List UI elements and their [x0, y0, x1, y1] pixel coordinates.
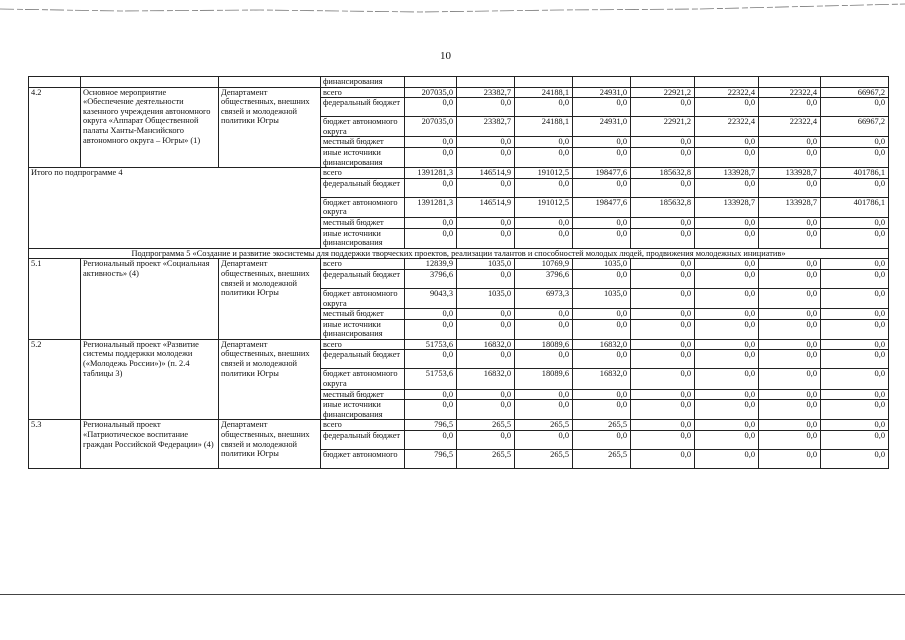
value-cell: 0,0: [515, 228, 573, 248]
value-cell: 0,0: [457, 319, 515, 339]
value-cell: 0,0: [405, 319, 457, 339]
value-cell: 0,0: [405, 309, 457, 320]
value-cell: 0,0: [759, 309, 821, 320]
value-cell: 0,0: [573, 400, 631, 420]
value-cell: [759, 77, 821, 88]
value-cell: 0,0: [759, 369, 821, 389]
source-cell: всего: [321, 259, 405, 270]
table-row: [29, 77, 889, 88]
value-cell: 207035,0: [405, 87, 457, 98]
value-cell: 401786,1: [821, 197, 889, 217]
value-cell: 265,5: [457, 420, 515, 431]
value-cell: 0,0: [515, 147, 573, 167]
source-cell: всего: [321, 87, 405, 98]
value-cell: 0,0: [695, 228, 759, 248]
value-cell: 0,0: [759, 288, 821, 308]
value-cell: 0,0: [573, 269, 631, 288]
value-cell: 0,0: [695, 288, 759, 308]
value-cell: 0,0: [695, 309, 759, 320]
source-cell: бюджет автономного округа: [321, 197, 405, 217]
value-cell: [821, 77, 889, 88]
value-cell: 0,0: [695, 178, 759, 197]
value-cell: 1391281,3: [405, 197, 457, 217]
source-cell: всего: [321, 339, 405, 350]
value-cell: 0,0: [515, 431, 573, 450]
value-cell: 0,0: [759, 431, 821, 450]
value-cell: 24188,1: [515, 117, 573, 137]
value-cell: 0,0: [631, 178, 695, 197]
value-cell: 796,5: [405, 450, 457, 469]
value-cell: 16832,0: [573, 339, 631, 350]
value-cell: 1391281,3: [405, 168, 457, 179]
value-cell: 0,0: [515, 137, 573, 148]
source-cell: бюджет автономного округа: [321, 288, 405, 308]
value-cell: [405, 77, 457, 88]
executor-cell: Департамент общественных, внешних связей и молодежной политики Югры: [219, 87, 321, 168]
value-cell: 16832,0: [457, 339, 515, 350]
value-cell: 0,0: [573, 350, 631, 369]
source-cell: бюджет автономного округа: [321, 117, 405, 137]
value-cell: 22921,2: [631, 117, 695, 137]
value-cell: 16832,0: [457, 369, 515, 389]
value-cell: 22921,2: [631, 87, 695, 98]
source-cell: федеральный бюджет: [321, 178, 405, 197]
value-cell: 0,0: [821, 420, 889, 431]
value-cell: [573, 77, 631, 88]
value-cell: 0,0: [457, 269, 515, 288]
value-cell: 0,0: [695, 350, 759, 369]
code-cell: 5.2: [29, 339, 81, 420]
value-cell: 191012,5: [515, 168, 573, 179]
value-cell: 23382,7: [457, 117, 515, 137]
value-cell: 0,0: [631, 259, 695, 270]
value-cell: 0,0: [405, 228, 457, 248]
value-cell: 0,0: [631, 217, 695, 228]
value-cell: 0,0: [457, 178, 515, 197]
source-cell: федеральный бюджет: [321, 350, 405, 369]
value-cell: 0,0: [695, 269, 759, 288]
value-cell: 0,0: [631, 269, 695, 288]
value-cell: 12839,9: [405, 259, 457, 270]
table-row: [29, 339, 889, 350]
value-cell: [515, 77, 573, 88]
scan-artifact-line: [0, 0, 905, 14]
value-cell: 9043,3: [405, 288, 457, 308]
value-cell: 0,0: [631, 431, 695, 450]
value-cell: 0,0: [405, 147, 457, 167]
value-cell: 0,0: [821, 369, 889, 389]
value-cell: 265,5: [457, 450, 515, 469]
value-cell: 23382,7: [457, 87, 515, 98]
value-cell: 0,0: [695, 98, 759, 117]
value-cell: 0,0: [695, 217, 759, 228]
table-row: [29, 420, 889, 431]
section-row: [29, 248, 889, 259]
value-cell: 198477,6: [573, 168, 631, 179]
value-cell: 0,0: [821, 450, 889, 469]
table-row: [29, 87, 889, 98]
source-cell: финансирования: [321, 77, 405, 88]
value-cell: 0,0: [759, 269, 821, 288]
value-cell: 0,0: [573, 389, 631, 400]
value-cell: 0,0: [631, 339, 695, 350]
value-cell: 0,0: [405, 400, 457, 420]
value-cell: 0,0: [405, 350, 457, 369]
value-cell: 22322,4: [759, 87, 821, 98]
value-cell: 0,0: [573, 178, 631, 197]
value-cell: 24188,1: [515, 87, 573, 98]
value-cell: 0,0: [631, 450, 695, 469]
value-cell: 51753,6: [405, 369, 457, 389]
source-cell: иные источники финансирования: [321, 400, 405, 420]
value-cell: 133928,7: [759, 168, 821, 179]
table-row: [29, 259, 889, 270]
value-cell: 0,0: [821, 339, 889, 350]
value-cell: 22322,4: [695, 87, 759, 98]
value-cell: [631, 77, 695, 88]
value-cell: 0,0: [821, 309, 889, 320]
value-cell: 0,0: [695, 400, 759, 420]
name-cell: Основное мероприятие «Обеспечение деятельности казенного учреждения автономного округа «Аппарат Общественной палаты Ханты-Мансийского автономного округа – Югры» (1): [81, 87, 219, 168]
value-cell: 0,0: [695, 450, 759, 469]
value-cell: 0,0: [405, 178, 457, 197]
value-cell: 0,0: [631, 420, 695, 431]
section-header: Подпрограмма 5 «Создание и развитие экосистемы для поддержки творческих проектов, реализации талантов и способностей молодых людей, продвижения молодежных инициатив»: [29, 248, 889, 259]
value-cell: 3796,6: [515, 269, 573, 288]
value-cell: 0,0: [695, 389, 759, 400]
source-cell: федеральный бюджет: [321, 431, 405, 450]
value-cell: 146514,9: [457, 168, 515, 179]
executor-cell: Департамент общественных, внешних связей и молодежной политики Югры: [219, 420, 321, 469]
source-cell: иные источники финансирования: [321, 319, 405, 339]
value-cell: 0,0: [695, 431, 759, 450]
executor-cell: Департамент общественных, внешних связей и молодежной политики Югры: [219, 339, 321, 420]
source-cell: всего: [321, 168, 405, 179]
value-cell: 0,0: [631, 98, 695, 117]
value-cell: 0,0: [515, 98, 573, 117]
table-row: [29, 168, 889, 179]
name-cell: Региональный проект «Патриотическое воспитание граждан Российской Федерации» (4): [81, 420, 219, 469]
value-cell: 51753,6: [405, 339, 457, 350]
value-cell: 0,0: [457, 147, 515, 167]
value-cell: 0,0: [759, 147, 821, 167]
value-cell: 0,0: [821, 319, 889, 339]
value-cell: 22322,4: [759, 117, 821, 137]
executor-cell: [219, 77, 321, 88]
value-cell: 0,0: [573, 98, 631, 117]
value-cell: 0,0: [573, 309, 631, 320]
value-cell: 0,0: [821, 217, 889, 228]
value-cell: 0,0: [695, 339, 759, 350]
value-cell: 0,0: [759, 98, 821, 117]
source-cell: бюджет автономного: [321, 450, 405, 469]
value-cell: 0,0: [457, 137, 515, 148]
value-cell: 0,0: [515, 319, 573, 339]
source-cell: федеральный бюджет: [321, 98, 405, 117]
code-cell: [29, 77, 81, 88]
value-cell: 796,5: [405, 420, 457, 431]
source-cell: местный бюджет: [321, 389, 405, 400]
value-cell: 191012,5: [515, 197, 573, 217]
value-cell: 0,0: [759, 400, 821, 420]
value-cell: 146514,9: [457, 197, 515, 217]
value-cell: 207035,0: [405, 117, 457, 137]
value-cell: 0,0: [821, 431, 889, 450]
value-cell: 0,0: [695, 259, 759, 270]
value-cell: 0,0: [759, 450, 821, 469]
value-cell: 198477,6: [573, 197, 631, 217]
budget-table: [28, 76, 889, 469]
value-cell: 0,0: [759, 319, 821, 339]
code-cell: 4.2: [29, 87, 81, 168]
value-cell: 265,5: [515, 450, 573, 469]
value-cell: 0,0: [457, 309, 515, 320]
value-cell: 0,0: [695, 147, 759, 167]
value-cell: 0,0: [515, 178, 573, 197]
value-cell: 0,0: [573, 228, 631, 248]
value-cell: 66967,2: [821, 87, 889, 98]
value-cell: 0,0: [457, 389, 515, 400]
value-cell: 0,0: [821, 178, 889, 197]
name-cell: [81, 77, 219, 88]
value-cell: 185632,8: [631, 168, 695, 179]
value-cell: 1035,0: [457, 259, 515, 270]
value-cell: 0,0: [405, 389, 457, 400]
value-cell: 3796,6: [405, 269, 457, 288]
value-cell: 0,0: [759, 228, 821, 248]
value-cell: 0,0: [457, 98, 515, 117]
source-cell: иные источники финансирования: [321, 147, 405, 167]
value-cell: 0,0: [515, 309, 573, 320]
value-cell: 0,0: [573, 319, 631, 339]
value-cell: 0,0: [457, 217, 515, 228]
value-cell: 265,5: [573, 450, 631, 469]
value-cell: 0,0: [695, 319, 759, 339]
value-cell: 0,0: [759, 339, 821, 350]
name-cell: Региональный проект «Социальная активность» (4): [81, 259, 219, 340]
value-cell: 265,5: [515, 420, 573, 431]
value-cell: 0,0: [631, 228, 695, 248]
value-cell: 0,0: [405, 98, 457, 117]
value-cell: 0,0: [759, 259, 821, 270]
value-cell: 0,0: [759, 389, 821, 400]
value-cell: 24931,0: [573, 117, 631, 137]
value-cell: 0,0: [631, 389, 695, 400]
value-cell: 0,0: [573, 147, 631, 167]
value-cell: 0,0: [759, 420, 821, 431]
value-cell: 265,5: [573, 420, 631, 431]
value-cell: 0,0: [821, 269, 889, 288]
value-cell: 0,0: [573, 217, 631, 228]
value-cell: 0,0: [759, 137, 821, 148]
value-cell: 401786,1: [821, 168, 889, 179]
value-cell: 22322,4: [695, 117, 759, 137]
value-cell: 0,0: [573, 431, 631, 450]
value-cell: 10769,9: [515, 259, 573, 270]
value-cell: 0,0: [515, 350, 573, 369]
value-cell: 0,0: [695, 369, 759, 389]
value-cell: 0,0: [631, 288, 695, 308]
value-cell: 0,0: [821, 137, 889, 148]
source-cell: бюджет автономного округа: [321, 369, 405, 389]
total-label-cell: Итого по подпрограмме 4: [29, 168, 321, 249]
value-cell: 0,0: [821, 228, 889, 248]
value-cell: 0,0: [695, 137, 759, 148]
page-number: 10: [440, 50, 451, 62]
value-cell: 185632,8: [631, 197, 695, 217]
code-cell: 5.3: [29, 420, 81, 469]
value-cell: 0,0: [631, 147, 695, 167]
source-cell: иные источники финансирования: [321, 228, 405, 248]
value-cell: 24931,0: [573, 87, 631, 98]
value-cell: 18089,6: [515, 369, 573, 389]
value-cell: 66967,2: [821, 117, 889, 137]
value-cell: 0,0: [759, 178, 821, 197]
value-cell: 0,0: [405, 217, 457, 228]
value-cell: 0,0: [821, 350, 889, 369]
value-cell: 0,0: [631, 350, 695, 369]
value-cell: 0,0: [821, 288, 889, 308]
value-cell: 133928,7: [759, 197, 821, 217]
source-cell: местный бюджет: [321, 217, 405, 228]
value-cell: 0,0: [515, 400, 573, 420]
value-cell: 0,0: [759, 350, 821, 369]
value-cell: [695, 77, 759, 88]
value-cell: 0,0: [457, 350, 515, 369]
value-cell: 0,0: [821, 147, 889, 167]
value-cell: 0,0: [457, 228, 515, 248]
value-cell: 133928,7: [695, 197, 759, 217]
value-cell: 0,0: [631, 309, 695, 320]
value-cell: 1035,0: [573, 259, 631, 270]
value-cell: 0,0: [515, 217, 573, 228]
value-cell: 6973,3: [515, 288, 573, 308]
source-cell: местный бюджет: [321, 137, 405, 148]
page-bottom-rule: [0, 594, 905, 595]
value-cell: 0,0: [573, 137, 631, 148]
value-cell: 0,0: [821, 400, 889, 420]
value-cell: 0,0: [821, 259, 889, 270]
value-cell: 0,0: [457, 431, 515, 450]
source-cell: федеральный бюджет: [321, 269, 405, 288]
value-cell: 0,0: [821, 389, 889, 400]
source-cell: местный бюджет: [321, 309, 405, 320]
value-cell: 0,0: [631, 369, 695, 389]
value-cell: 0,0: [631, 319, 695, 339]
value-cell: 0,0: [821, 98, 889, 117]
value-cell: 0,0: [515, 389, 573, 400]
executor-cell: Департамент общественных, внешних связей и молодежной политики Югры: [219, 259, 321, 340]
value-cell: 0,0: [405, 431, 457, 450]
source-cell: всего: [321, 420, 405, 431]
value-cell: [457, 77, 515, 88]
value-cell: 1035,0: [573, 288, 631, 308]
value-cell: 1035,0: [457, 288, 515, 308]
value-cell: 133928,7: [695, 168, 759, 179]
name-cell: Региональный проект «Развитие системы поддержки молодежи («Молодежь России»)» (п. 2.4 таблицы 3): [81, 339, 219, 420]
value-cell: 0,0: [695, 420, 759, 431]
value-cell: 0,0: [631, 137, 695, 148]
value-cell: 18089,6: [515, 339, 573, 350]
code-cell: 5.1: [29, 259, 81, 340]
value-cell: 16832,0: [573, 369, 631, 389]
value-cell: 0,0: [457, 400, 515, 420]
value-cell: 0,0: [405, 137, 457, 148]
value-cell: 0,0: [759, 217, 821, 228]
value-cell: 0,0: [631, 400, 695, 420]
